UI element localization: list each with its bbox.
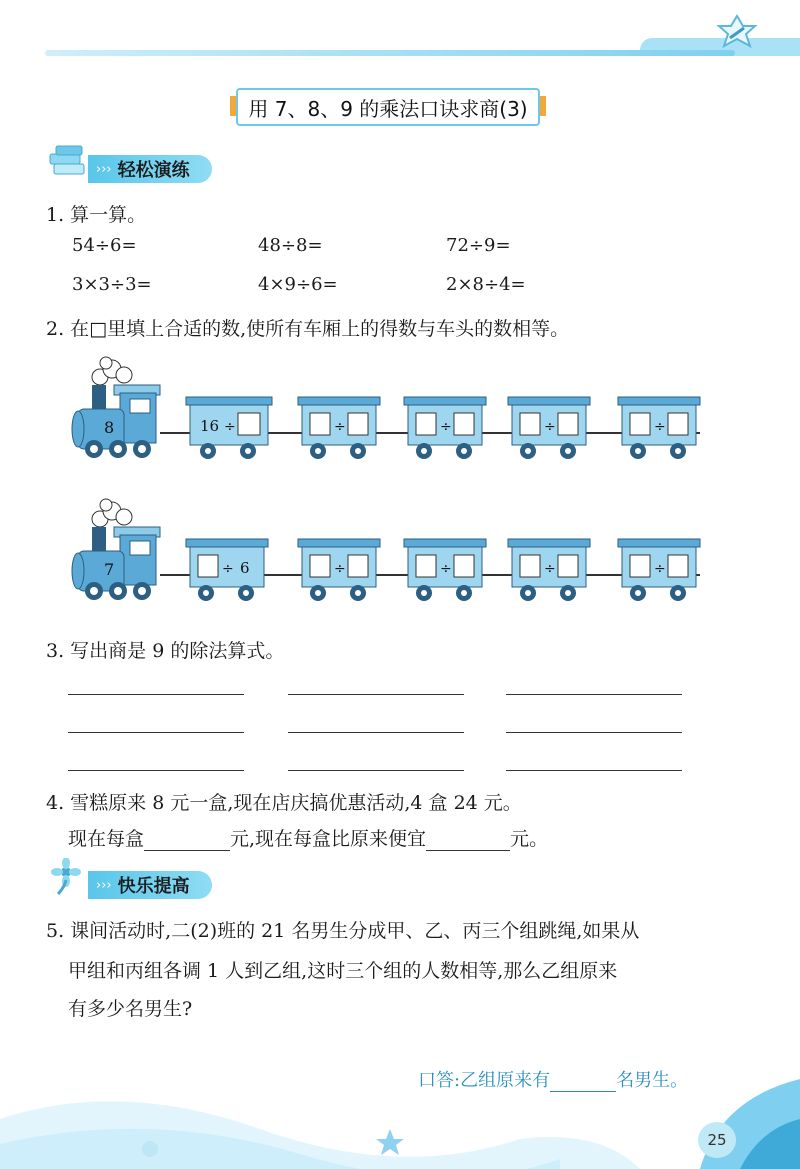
q1-expr: 3×3÷3= <box>72 274 152 295</box>
engine-number: 8 <box>104 418 115 437</box>
engine <box>72 527 160 600</box>
q1-expr: 48÷8= <box>258 235 323 256</box>
footer-decoration <box>0 1059 800 1169</box>
q4-unit-b: 元。 <box>510 828 549 850</box>
train-car <box>298 397 380 459</box>
book-stack-icon <box>46 144 90 180</box>
engine-number: 7 <box>104 560 115 579</box>
answer-line[interactable] <box>288 770 464 771</box>
q4-line1: 4. 雪糕原来 8 元一盒,现在店庆搞优惠活动,4 盒 24 元。 <box>46 792 522 814</box>
train-car <box>508 397 590 459</box>
answer-line[interactable] <box>288 694 464 695</box>
smoke-icon <box>92 499 132 527</box>
division-sign: ÷ <box>222 561 234 577</box>
svg-text:÷: ÷ <box>334 561 346 577</box>
train-car <box>186 397 272 459</box>
car-dividend: 16 <box>200 417 220 435</box>
header-rule <box>45 50 735 56</box>
section-practice-header <box>88 154 212 184</box>
answer-box <box>198 555 218 577</box>
svg-text:÷: ÷ <box>654 561 666 577</box>
answer-blank[interactable] <box>144 850 230 851</box>
division-sign: ÷ <box>224 419 236 435</box>
answer-box <box>238 413 260 435</box>
flower-icon <box>44 858 88 896</box>
section-improve-header <box>88 870 212 900</box>
section-arrows: ››› <box>96 161 112 177</box>
svg-text:÷: ÷ <box>544 561 556 577</box>
page-number: 25 <box>698 1122 736 1158</box>
train-car <box>618 397 700 459</box>
q5-answer-prefix: 口答:乙组原来有 <box>418 1070 551 1091</box>
q5-answer-suffix: 名男生。 <box>616 1070 689 1091</box>
q1-expr: 2×8÷4= <box>446 274 526 295</box>
svg-text:÷: ÷ <box>334 419 346 435</box>
answer-line[interactable] <box>506 732 682 733</box>
answer-blank[interactable] <box>426 850 510 851</box>
q1-expr: 54÷6= <box>72 235 137 256</box>
answer-line[interactable] <box>68 694 244 695</box>
lesson-title <box>236 88 540 126</box>
svg-text:÷: ÷ <box>544 419 556 435</box>
svg-text:÷: ÷ <box>440 561 452 577</box>
train-car <box>298 539 380 601</box>
lesson-title-text: 用 7、8、9 的乘法口诀求商(3) <box>248 96 528 121</box>
answer-line[interactable] <box>506 694 682 695</box>
q4-part-a: 现在每盒 <box>68 828 145 850</box>
section-improve-title: 快乐提高 <box>117 876 190 897</box>
q5-line3: 有多少名男生? <box>68 998 193 1020</box>
car-divisor: 6 <box>240 559 250 577</box>
q5-line2: 甲组和丙组各调 1 人到乙组,这时三个组的人数相等,那么乙组原来 <box>68 960 618 982</box>
answer-line[interactable] <box>288 732 464 733</box>
train-car <box>404 397 486 459</box>
svg-text:÷: ÷ <box>654 419 666 435</box>
engine <box>72 385 160 458</box>
train-car <box>508 539 590 601</box>
smoke-icon <box>92 357 132 385</box>
q4-unit-a: 元,现在每盒比原来便宜 <box>230 828 427 850</box>
answer-line[interactable] <box>68 732 244 733</box>
q5-line1: 5. 课间活动时,二(2)班的 21 名男生分成甲、乙、丙三个组跳绳,如果从 <box>46 920 640 942</box>
q1-expr: 72÷9= <box>446 235 511 256</box>
q1-label: 1. 算一算。 <box>46 204 147 226</box>
svg-text:÷: ÷ <box>440 419 452 435</box>
train-1 <box>60 355 760 475</box>
section-arrows: ››› <box>96 877 112 893</box>
train-car <box>618 539 700 601</box>
q2-label: 2. 在□里填上合适的数,使所有车厢上的得数与车头的数相等。 <box>46 318 570 340</box>
answer-line[interactable] <box>506 770 682 771</box>
train-2 <box>60 497 760 617</box>
section-practice-title: 轻松演练 <box>117 160 190 181</box>
q3-label: 3. 写出商是 9 的除法算式。 <box>46 640 285 662</box>
train-car <box>404 539 486 601</box>
q1-expr: 4×9÷6= <box>258 274 338 295</box>
pencil-badge-icon <box>716 14 758 54</box>
q4-line2 <box>68 824 548 851</box>
answer-line[interactable] <box>68 770 244 771</box>
train-car <box>186 539 268 601</box>
